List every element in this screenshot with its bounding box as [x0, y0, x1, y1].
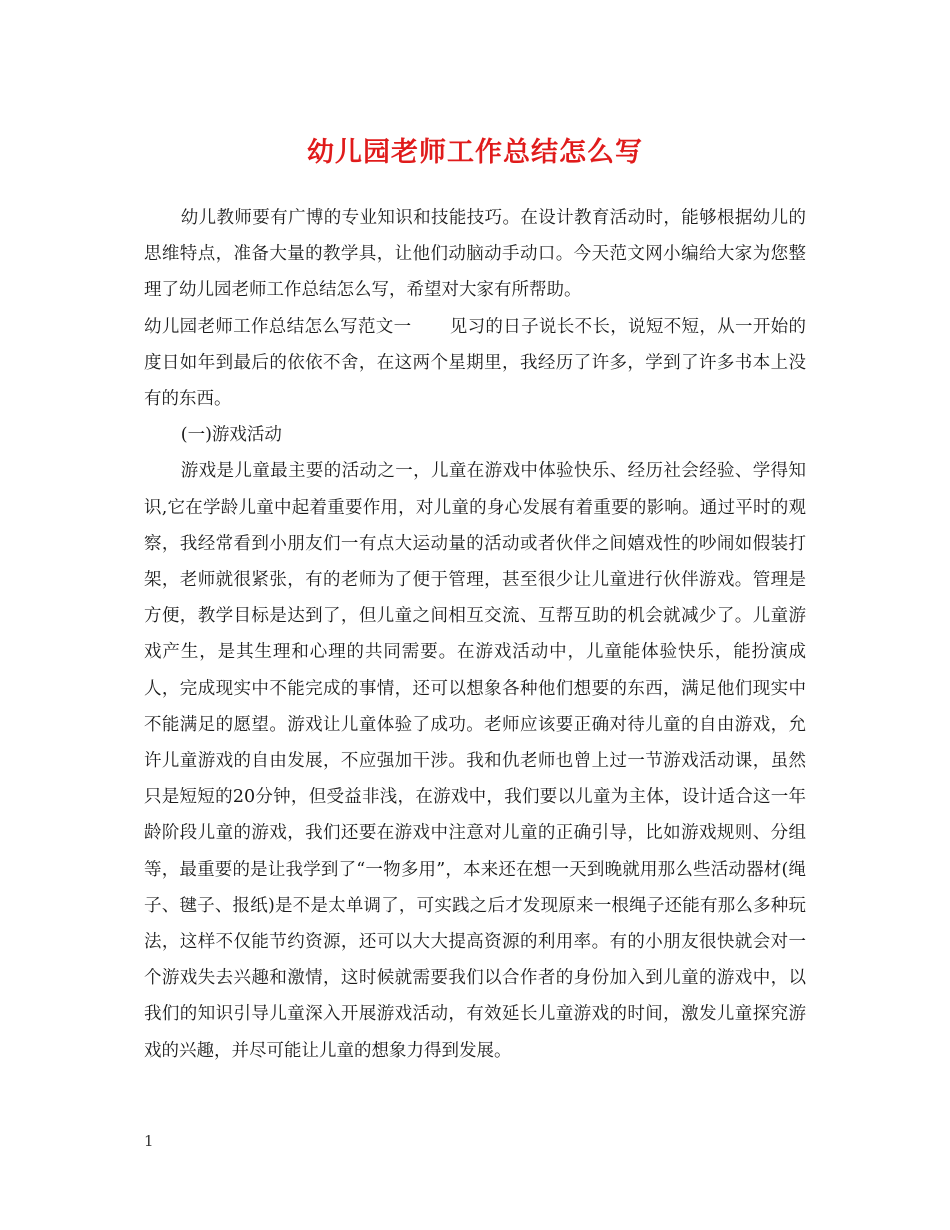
document-body — [144, 200, 806, 1069]
intro-paragraph: 幼儿教师要有广博的专业知识和技能技巧。在设计教育活动时，能够根据幼儿的思维特点，准备大量的教学具，让他们动脑动手动口。今天范文网小编给大家为您整理了幼儿园老师工作总结怎么写，希望对大家有所帮助。 — [144, 208, 806, 301]
sample-heading: 幼儿园老师工作总结怎么写范文一 — [144, 316, 412, 337]
document-title: 幼儿园老师工作总结怎么写 — [307, 137, 643, 168]
section-heading: (一)游戏活动 — [180, 425, 282, 446]
sample-opening: 见习的日子说长不长，说短不短，从一开始的度日如年到最后的依依不舍，在这两个星期里，我经历了许多，学到了许多书本上没有的东西。 — [144, 316, 807, 410]
page-number: 1 — [144, 1132, 154, 1150]
sample-paragraph — [144, 309, 806, 418]
section-body-paragraph: 游戏是儿童最主要的活动之一，儿童在游戏中体验快乐、经历社会经验、学得知识,它在学龄儿童中起着重要作用，对儿童的身心发展有着重要的影响。通过平时的观察，我经常看到小朋友们一有点大运动量的活动或者伙伴之间嬉戏性的吵闹如假装打架，老师就很紧张，有的老师为了便于管理，甚至很少让儿童进行伙伴游戏。管理是方便，教学目标是达到了，但儿童之间相互交流、互帮互助的机会就减少了。儿童游戏产生，是其生理和心理的共同需要。在游戏活动中，儿童能体验快乐，能扮演成人，完成现实中不能完成的事情，还可以想象各种他们想要的东西，满足他们现实中不能满足的愿望。游戏让儿童体验了成功。老师应该要正确对待儿童的自由游戏，允许儿童游戏的自由发展，不应强加干涉。我和仇老师也曾上过一节游戏活动课，虽然只是短短的20分钟，但受益非浅，在游戏中，我们要以儿童为主体，设计适合这一年龄阶段儿童的游戏，我们还要在游戏中注意对儿童的正确引导，比如游戏规则、分组等，最重要的是让我学到了“一物多用”，本来还在想一天到晚就用那么些活动器材(绳子、毽子、报纸)是不是太单调了，可实践之后才发现原来一根绳子还能有那么多种玩法，这样不仅能节约资源，还可以大大提高资源的利用率。有的小朋友很快就会对一个游戏失去兴趣和激情，这时候就需要我们以合作者的身份加入到儿童的游戏中，以我们的知识引导儿童深入开展游戏活动，有效延长儿童游戏的时间，激发儿童探究游戏的兴趣，并尽可能让儿童的想象力得到发展。 — [144, 461, 806, 1061]
